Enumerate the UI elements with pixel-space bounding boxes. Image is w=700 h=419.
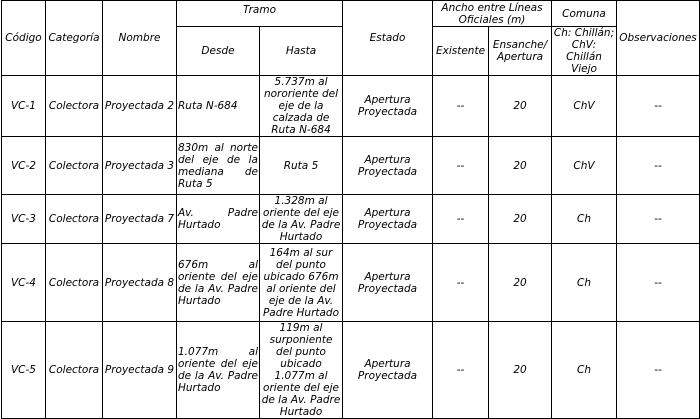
header-ancho: Ancho entre Líneas Oficiales (m): [433, 1, 552, 27]
cell-estado: Apertura Proyectada: [343, 195, 433, 244]
header-ensanche: Ensanche/ Apertura: [489, 27, 552, 76]
header-estado: Estado: [343, 1, 433, 76]
header-nombre: Nombre: [103, 1, 177, 76]
cell-existente: --: [433, 244, 489, 322]
header-comuna: Comuna: [552, 1, 617, 27]
cell-comuna: Ch: [552, 322, 617, 419]
cell-observaciones: --: [617, 137, 700, 195]
header-existente: Existente: [433, 27, 489, 76]
cell-existente: --: [433, 195, 489, 244]
cell-categoria: Colectora: [46, 137, 103, 195]
cell-comuna: Ch: [552, 195, 617, 244]
cell-nombre: Proyectada 7: [103, 195, 177, 244]
cell-existente: --: [433, 137, 489, 195]
header-desde: Desde: [177, 27, 260, 76]
header-comuna-legend: Ch: Chillán; ChV: Chillán Viejo: [552, 27, 617, 76]
table-row: [2, 76, 700, 137]
cell-nombre: Proyectada 8: [103, 244, 177, 322]
cell-codigo: VC-2: [2, 137, 46, 195]
cell-ensanche: 20: [489, 322, 552, 419]
cell-estado: Apertura Proyectada: [343, 76, 433, 137]
cell-desde: 1.077m al oriente del eje de la Av. Padre Hurtado: [177, 322, 260, 419]
cell-codigo: VC-4: [2, 244, 46, 322]
cell-desde: 830m al norte del eje de la mediana de Ruta 5: [177, 137, 260, 195]
cell-categoria: Colectora: [46, 322, 103, 419]
cell-codigo: VC-5: [2, 322, 46, 419]
cell-comuna: ChV: [552, 137, 617, 195]
cell-desde: Av. Padre Hurtado: [177, 195, 260, 244]
header-categoria: Categoría: [46, 1, 103, 76]
cell-estado: Apertura Proyectada: [343, 244, 433, 322]
cell-observaciones: --: [617, 195, 700, 244]
cell-desde: Ruta N-684: [177, 76, 260, 137]
cell-categoria: Colectora: [46, 244, 103, 322]
table-row: [2, 195, 700, 244]
cell-hasta: 119m al surponiente del punto ubicado 1.077m al oriente del eje de la Av. Padre Hurtado: [260, 322, 343, 419]
cell-codigo: VC-3: [2, 195, 46, 244]
cell-ensanche: 20: [489, 137, 552, 195]
cell-nombre: Proyectada 3: [103, 137, 177, 195]
table-row: [2, 244, 700, 322]
cell-existente: --: [433, 322, 489, 419]
cell-ensanche: 20: [489, 76, 552, 137]
cell-estado: Apertura Proyectada: [343, 322, 433, 419]
cell-categoria: Colectora: [46, 76, 103, 137]
cell-observaciones: --: [617, 244, 700, 322]
table-row: [2, 322, 700, 419]
cell-observaciones: --: [617, 76, 700, 137]
cell-ensanche: 20: [489, 244, 552, 322]
vias-colectoras-table: [1, 0, 700, 419]
cell-existente: --: [433, 76, 489, 137]
header-tramo: Tramo: [177, 1, 343, 27]
cell-hasta: 5.737m al nororiente del eje de la calzada de Ruta N-684: [260, 76, 343, 137]
cell-comuna: Ch: [552, 244, 617, 322]
header-row-top: [2, 1, 700, 27]
table-row: [2, 137, 700, 195]
cell-estado: Apertura Proyectada: [343, 137, 433, 195]
cell-hasta: Ruta 5: [260, 137, 343, 195]
cell-categoria: Colectora: [46, 195, 103, 244]
cell-nombre: Proyectada 2: [103, 76, 177, 137]
cell-ensanche: 20: [489, 195, 552, 244]
cell-hasta: 164m al sur del punto ubicado 676m al oriente del eje de la Av. Padre Hurtado: [260, 244, 343, 322]
cell-desde: 676m al oriente del eje de la Av. Padre Hurtado: [177, 244, 260, 322]
cell-hasta: 1.328m al oriente del eje de la Av. Padre Hurtado: [260, 195, 343, 244]
cell-nombre: Proyectada 9: [103, 322, 177, 419]
cell-comuna: ChV: [552, 76, 617, 137]
cell-codigo: VC-1: [2, 76, 46, 137]
header-codigo: Código: [2, 1, 46, 76]
header-observaciones: Observaciones: [617, 1, 700, 76]
header-hasta: Hasta: [260, 27, 343, 76]
cell-observaciones: --: [617, 322, 700, 419]
